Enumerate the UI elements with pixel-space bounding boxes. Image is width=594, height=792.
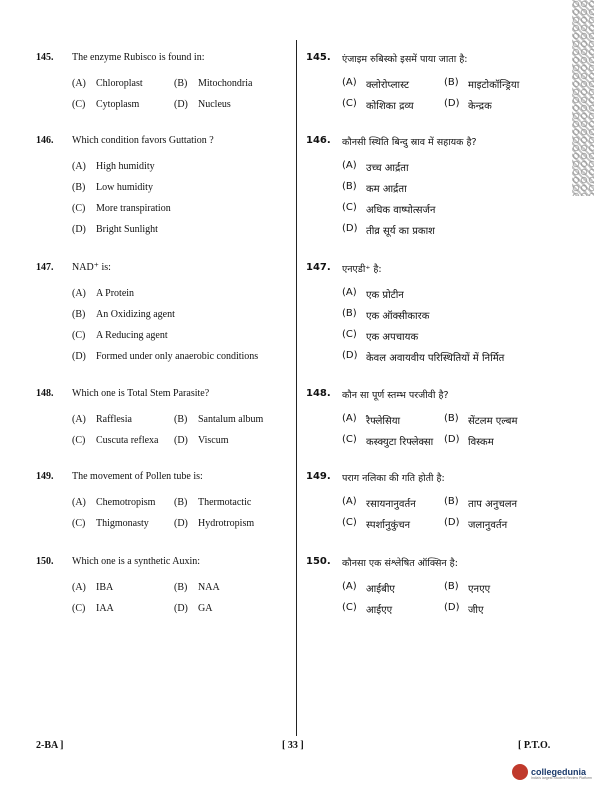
- question-header: [36, 471, 286, 485]
- option-letter: (D): [342, 222, 358, 234]
- option-d: [174, 603, 276, 614]
- question-header: [36, 135, 286, 149]
- option-d: [72, 351, 258, 362]
- option-a: [342, 160, 409, 174]
- decorative-border-strip: [572, 0, 594, 196]
- option-text: जीए: [468, 604, 484, 616]
- question-149: [306, 471, 556, 534]
- option-row: [72, 219, 286, 240]
- option-letter: (C): [72, 518, 86, 529]
- option-b: [444, 496, 546, 510]
- option-c: [342, 602, 444, 616]
- option-d: [444, 434, 546, 448]
- option-a: [72, 497, 174, 508]
- option-text: एक अपचायक: [366, 331, 419, 343]
- option-row: [342, 94, 556, 115]
- option-c: [72, 603, 174, 614]
- option-row: [72, 492, 286, 513]
- option-text: माइटोकॉन्ड्रिया: [468, 79, 520, 91]
- option-text: एनएए: [468, 583, 491, 595]
- option-letter: (A): [342, 412, 357, 424]
- logo-mascot-icon: [512, 764, 528, 780]
- option-text: Bright Sunlight: [96, 224, 158, 235]
- question-header: [36, 556, 286, 570]
- question-148: [306, 388, 556, 451]
- option-text: An Oxidizing agent: [96, 309, 175, 320]
- option-letter: (C): [342, 97, 357, 109]
- option-text: A Protein: [96, 288, 135, 299]
- question-149: [36, 471, 286, 534]
- option-b: [342, 308, 429, 322]
- question-text: The movement of Pollen tube is:: [72, 471, 203, 482]
- option-b: [444, 581, 546, 595]
- option-letter: (B): [174, 582, 188, 593]
- option-letter: (A): [342, 159, 357, 171]
- question-number: 146.: [36, 135, 54, 146]
- option-row: [342, 598, 556, 619]
- question-146: [306, 135, 556, 240]
- option-letter: (C): [72, 203, 86, 214]
- option-text: Nucleus: [198, 99, 231, 110]
- option-c: [342, 98, 444, 112]
- option-row: [72, 409, 286, 430]
- option-letter: (B): [174, 414, 188, 425]
- paper-code: 2-BA ]: [36, 740, 64, 751]
- option-text: ताप अनुचलन: [468, 498, 518, 510]
- question-text: Which condition favors Guttation ?: [72, 135, 214, 146]
- option-letter: (C): [72, 603, 86, 614]
- option-row: [342, 409, 556, 430]
- option-letter: (D): [342, 349, 358, 361]
- option-row: [342, 156, 556, 177]
- question-text: पराग नलिका की गति होती है:: [342, 473, 445, 484]
- option-text: केवल अवायवीय परिस्थितियों में निर्मित: [366, 352, 505, 364]
- option-a: [72, 161, 155, 172]
- option-d: [444, 98, 546, 112]
- option-c: [342, 329, 418, 343]
- option-c: [72, 99, 174, 110]
- option-row: [72, 577, 286, 598]
- option-row: [72, 346, 286, 367]
- option-row: [342, 430, 556, 451]
- option-row: [72, 73, 286, 94]
- question-150: [36, 556, 286, 619]
- option-c: [342, 517, 444, 531]
- question-number: 149.: [36, 471, 54, 482]
- question-text: एनएडी⁺ है:: [342, 264, 382, 275]
- option-letter: (A): [342, 495, 357, 507]
- option-row: [342, 177, 556, 198]
- option-letter: (A): [72, 288, 86, 299]
- option-text: विस्कम: [468, 436, 494, 448]
- question-147: [36, 262, 286, 367]
- option-letter: (B): [444, 495, 459, 507]
- option-c: [72, 330, 168, 341]
- question-148: [36, 388, 286, 451]
- option-c: [342, 434, 444, 448]
- option-a: [342, 287, 404, 301]
- option-text: IAA: [96, 603, 114, 614]
- question-text: The enzyme Rubisco is found in:: [72, 52, 205, 63]
- option-b: [72, 309, 175, 320]
- option-a: [342, 581, 444, 595]
- option-text: GA: [198, 603, 213, 614]
- option-row: [72, 513, 286, 534]
- question-number: 147.: [36, 262, 54, 273]
- option-letter: (B): [342, 180, 357, 192]
- option-letter: (A): [72, 582, 86, 593]
- option-d: [444, 517, 546, 531]
- option-letter: (C): [342, 601, 357, 613]
- option-letter: (C): [342, 433, 357, 445]
- question-header: [306, 556, 556, 570]
- option-d: [444, 602, 546, 616]
- question-text: कौनसा एक संश्लेषित ऑक्सिन है:: [342, 558, 458, 569]
- question-number: 148.: [306, 388, 331, 399]
- option-b: [444, 77, 546, 91]
- option-a: [342, 496, 444, 510]
- option-text: जलानुवर्तन: [468, 519, 508, 531]
- option-a: [72, 288, 134, 299]
- option-b: [174, 78, 276, 89]
- option-letter: (A): [342, 580, 357, 592]
- option-letter: (D): [72, 224, 86, 235]
- option-letter: (D): [444, 601, 460, 613]
- question-number: 147.: [306, 262, 331, 273]
- option-row: [72, 325, 286, 346]
- option-b: [342, 181, 407, 195]
- question-header: [36, 262, 286, 276]
- question-145: [306, 52, 556, 115]
- question-number: 146.: [306, 135, 331, 146]
- question-number: 149.: [306, 471, 331, 482]
- option-letter: (B): [174, 78, 188, 89]
- option-letter: (A): [72, 497, 86, 508]
- option-text: स्पर्शानुकुंचन: [366, 519, 411, 531]
- option-text: Cuscuta reflexa: [96, 435, 159, 446]
- option-row: [342, 73, 556, 94]
- option-a: [72, 582, 174, 593]
- option-d: [174, 518, 276, 529]
- option-text: Viscum: [198, 435, 229, 446]
- option-letter: (D): [444, 97, 460, 109]
- option-row: [72, 283, 286, 304]
- option-text: More transpiration: [96, 203, 171, 214]
- option-letter: (B): [72, 309, 86, 320]
- question-text: NAD⁺ is:: [72, 262, 111, 273]
- question-text: कौनसी स्थिति बिन्दु स्राव में सहायक है?: [342, 137, 477, 148]
- question-text: कौन सा पूर्ण स्तम्भ परजीवी है?: [342, 390, 449, 401]
- question-number: 150.: [36, 556, 54, 567]
- option-text: सेंटलम एल्बम: [468, 415, 518, 427]
- option-b: [174, 414, 276, 425]
- option-row: [342, 219, 556, 240]
- option-c: [72, 518, 174, 529]
- option-text: Mitochondria: [198, 78, 253, 89]
- option-d: [342, 350, 504, 364]
- option-row: [72, 598, 286, 619]
- option-b: [444, 413, 546, 427]
- option-letter: (D): [174, 99, 188, 110]
- option-letter: (D): [174, 518, 188, 529]
- option-letter: (C): [72, 99, 86, 110]
- option-row: [72, 198, 286, 219]
- option-row: [342, 283, 556, 304]
- option-text: क्लोरोप्लास्ट: [366, 79, 410, 91]
- option-text: Hydrotropism: [198, 518, 255, 529]
- option-text: अधिक वाष्पोत्सर्जन: [366, 204, 436, 216]
- question-header: [306, 388, 556, 402]
- question-header: [36, 52, 286, 66]
- option-letter: (D): [174, 603, 188, 614]
- option-text: Santalum album: [198, 414, 264, 425]
- option-letter: (C): [72, 435, 86, 446]
- option-text: A Reducing agent: [96, 330, 168, 341]
- page-number: [ 33 ]: [282, 740, 304, 751]
- option-a: [72, 414, 174, 425]
- pto-label: [ P.T.O.: [518, 740, 551, 751]
- option-letter: (C): [342, 201, 357, 213]
- option-letter: (B): [342, 307, 357, 319]
- option-text: आईबीए: [366, 583, 395, 595]
- option-text: उच्च आर्द्रता: [366, 162, 409, 174]
- option-a: [342, 413, 444, 427]
- option-text: कोशिका द्रव्य: [366, 100, 414, 112]
- option-b: [72, 182, 153, 193]
- question-text: Which one is a synthetic Auxin:: [72, 556, 201, 567]
- question-text: Which one is Total Stem Parasite?: [72, 388, 210, 399]
- option-text: Cytoplasm: [96, 99, 140, 110]
- option-letter: (D): [72, 351, 86, 362]
- option-b: [174, 497, 276, 508]
- option-row: [342, 577, 556, 598]
- column-divider: [296, 40, 297, 736]
- option-text: Low humidity: [96, 182, 153, 193]
- question-number: 145.: [306, 52, 331, 63]
- option-row: [342, 304, 556, 325]
- option-text: Chemotropism: [96, 497, 156, 508]
- question-header: [306, 135, 556, 149]
- option-text: High humidity: [96, 161, 155, 172]
- question-text: एंजाइम रुबिस्को इसमें पाया जाता है:: [342, 54, 468, 65]
- option-a: [72, 78, 174, 89]
- option-row: [342, 198, 556, 219]
- option-letter: (D): [174, 435, 188, 446]
- option-text: आईएए: [366, 604, 393, 616]
- option-letter: (B): [72, 182, 86, 193]
- option-row: [72, 94, 286, 115]
- option-text: रैफ्लेसिया: [366, 415, 401, 427]
- option-d: [174, 99, 276, 110]
- question-150: [306, 556, 556, 619]
- option-text: IBA: [96, 582, 114, 593]
- option-c: [72, 435, 174, 446]
- option-text: कम आर्द्रता: [366, 183, 407, 195]
- question-header: [306, 52, 556, 66]
- option-letter: (C): [342, 328, 357, 340]
- option-letter: (D): [444, 433, 460, 445]
- logo-text: collegedunia: [531, 767, 587, 777]
- option-letter: (A): [342, 286, 357, 298]
- question-147: [306, 262, 556, 367]
- question-header: [306, 262, 556, 276]
- option-text: कस्क्युटा रिफ्लेक्सा: [366, 436, 434, 448]
- option-text: एक ऑक्सीकारक: [366, 310, 430, 322]
- option-text: Chloroplast: [96, 78, 143, 89]
- option-b: [174, 582, 276, 593]
- question-header: [306, 471, 556, 485]
- option-letter: (C): [72, 330, 86, 341]
- question-145: [36, 52, 286, 115]
- option-letter: (A): [72, 78, 86, 89]
- option-row: [72, 177, 286, 198]
- option-letter: (B): [444, 580, 459, 592]
- option-d: [342, 223, 435, 237]
- option-text: Thigmonasty: [96, 518, 149, 529]
- option-text: एक प्रोटीन: [366, 289, 404, 301]
- question-number: 150.: [306, 556, 331, 567]
- option-row: [342, 492, 556, 513]
- question-146: [36, 135, 286, 240]
- option-row: [72, 156, 286, 177]
- option-text: तीव्र सूर्य का प्रकाश: [366, 225, 435, 237]
- option-a: [342, 77, 444, 91]
- option-letter: (B): [444, 76, 459, 88]
- question-header: [36, 388, 286, 402]
- option-row: [72, 304, 286, 325]
- option-row: [342, 346, 556, 367]
- logo-tagline: India's largest Student Review Platform: [531, 776, 592, 780]
- option-d: [72, 224, 158, 235]
- option-c: [72, 203, 171, 214]
- option-d: [174, 435, 276, 446]
- option-c: [342, 202, 435, 216]
- option-text: रसायनानुवर्तन: [366, 498, 416, 510]
- option-letter: (A): [342, 76, 357, 88]
- option-text: केन्द्रक: [468, 100, 492, 112]
- option-letter: (D): [444, 516, 460, 528]
- option-text: Formed under only anaerobic conditions: [96, 351, 259, 362]
- option-letter: (C): [342, 516, 357, 528]
- option-text: Rafflesia: [96, 414, 132, 425]
- option-text: NAA: [198, 582, 220, 593]
- question-number: 145.: [36, 52, 54, 63]
- option-row: [342, 325, 556, 346]
- option-letter: (A): [72, 161, 86, 172]
- option-row: [342, 513, 556, 534]
- option-text: Thermotactic: [198, 497, 252, 508]
- option-row: [72, 430, 286, 451]
- question-number: 148.: [36, 388, 54, 399]
- option-letter: (B): [174, 497, 188, 508]
- option-letter: (A): [72, 414, 86, 425]
- option-letter: (B): [444, 412, 459, 424]
